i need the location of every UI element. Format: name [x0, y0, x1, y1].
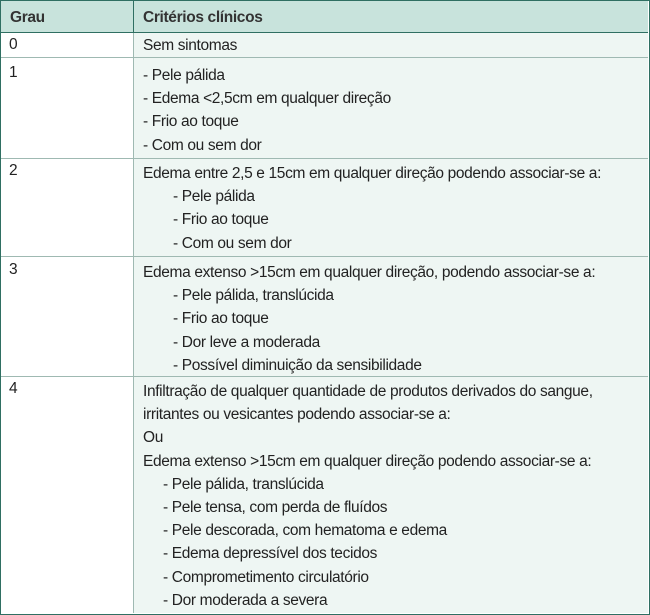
criteria-line: irritantes ou vesicantes podendo associar-se a: — [143, 406, 451, 424]
grade-cell: 0 — [9, 36, 18, 53]
criteria-line: - Pele tensa, com perda de fluídos — [163, 498, 388, 516]
criteria-line: Ou — [143, 429, 163, 447]
criteria-line: - Pele descorada, com hematoma e edema — [163, 522, 447, 540]
criteria-line: Edema entre 2,5 e 15cm em qualquer direção podendo associar-se a: — [143, 165, 602, 182]
criteria-line: - Dor leve a moderada — [173, 333, 320, 351]
criteria-line: Infiltração de qualquer quantidade de produtos derivados do sangue, — [143, 383, 593, 400]
grade-cell: 4 — [9, 380, 18, 397]
criteria-line: - Frio ao toque — [143, 113, 239, 131]
criteria-line: - Com ou sem dor — [143, 136, 262, 154]
criteria-line: - Frio ao toque — [173, 310, 269, 328]
grade-cell: 1 — [9, 64, 18, 81]
criteria-line: Edema extenso >15cm em qualquer direção podendo associar-se a: — [143, 452, 592, 470]
criteria-line: - Comprometimento circulatório — [163, 568, 369, 586]
grade-cell: 2 — [9, 162, 18, 179]
criteria-line: - Pele pálida, translúcida — [173, 287, 334, 305]
criteria-line: - Pele pálida, translúcida — [163, 475, 324, 493]
criteria-line: - Edema depressível dos tecidos — [163, 545, 378, 563]
header-criteria: Critérios clínicos — [143, 9, 263, 26]
criteria-line: Sem sintomas — [143, 37, 237, 54]
grade-cell: 3 — [9, 261, 18, 278]
criteria-line: - Pele pálida — [143, 67, 225, 84]
criteria-line: - Dor moderada a severa — [163, 591, 328, 609]
criteria-line: - Pele pálida — [173, 188, 255, 206]
criteria-line: - Possível diminuição da sensibilidade — [173, 356, 422, 374]
header-grade: Grau — [10, 9, 45, 26]
criteria-line: Edema extenso >15cm em qualquer direção, podendo associar-se a: — [143, 264, 596, 281]
criteria-line: - Frio ao toque — [173, 211, 269, 229]
criteria-line: - Edema <2,5cm em qualquer direção — [143, 90, 391, 108]
criteria-line: - Com ou sem dor — [173, 234, 292, 252]
